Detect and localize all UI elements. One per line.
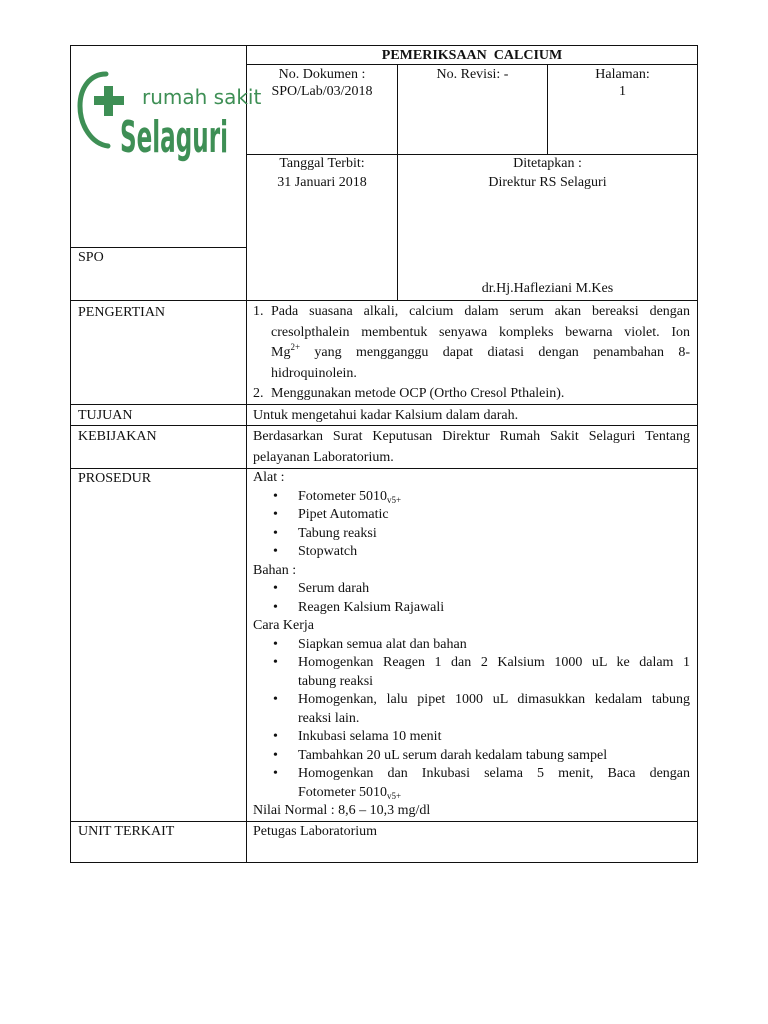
pengertian-line bbox=[271, 343, 690, 364]
item-line: reaksi lain. bbox=[298, 710, 360, 726]
list-number: 2. bbox=[253, 386, 264, 401]
nilai-normal: Nilai Normal : 8,6 – 10,3 mg/dl bbox=[253, 803, 431, 818]
ditetapkan-value: Direktur RS Selaguri bbox=[488, 175, 607, 190]
item-line: tabung reaksi bbox=[298, 673, 374, 689]
border-left bbox=[70, 45, 71, 863]
cara-kerja-heading: Cara Kerja bbox=[253, 618, 315, 633]
halaman-value: 1 bbox=[619, 84, 626, 99]
rule-under-tujuan bbox=[70, 425, 698, 426]
prosedur-content bbox=[253, 469, 690, 821]
text-rest: yang mengganggu dapat diatasi dengan penambahan 8- bbox=[300, 345, 690, 360]
signatory-name: dr.Hj.Hafleziani M.Kes bbox=[481, 281, 614, 296]
pengertian-line: Pada suasana alkali, calcium dalam serum akan bereaksi dengan bbox=[271, 304, 690, 319]
pengertian-line: cresolpthalein membentuk senyawa kompleks bewarna violet. Ion bbox=[271, 324, 690, 340]
list-item: • Stopwatch bbox=[253, 543, 690, 562]
pengertian-label: PENGERTIAN bbox=[78, 305, 166, 320]
item-line bbox=[298, 784, 690, 803]
cara-kerja-list bbox=[253, 636, 690, 803]
list-item: • Serum darah bbox=[253, 580, 690, 599]
hospital-logo bbox=[76, 66, 262, 163]
superscript: 2+ bbox=[290, 342, 301, 352]
alat-heading: Alat : bbox=[253, 470, 285, 485]
rule-under-title bbox=[246, 64, 698, 65]
pengertian-item-2 bbox=[253, 384, 690, 405]
bahan-heading: Bahan : bbox=[253, 562, 297, 578]
no-dokumen-label: No. Dokumen : bbox=[278, 67, 366, 82]
kebijakan-line: pelayanan Laboratorium. bbox=[253, 449, 394, 465]
list-item: • Pipet Automatic bbox=[253, 506, 690, 525]
border-right bbox=[697, 45, 698, 863]
list-item: • Reagen Kalsium Rajawali bbox=[253, 599, 690, 618]
border-top bbox=[70, 45, 698, 46]
logo-text-big: Selaguri bbox=[120, 112, 228, 163]
pengertian-line: Menggunakan metode OCP (Ortho Cresol Pthalein). bbox=[271, 386, 565, 401]
spo-label: SPO bbox=[78, 250, 104, 265]
list-item bbox=[253, 488, 690, 507]
pengertian-content bbox=[253, 302, 690, 405]
rule-under-prosedur bbox=[70, 821, 698, 822]
bahan-list bbox=[253, 580, 690, 617]
list-item bbox=[253, 654, 690, 691]
list-item: • Siapkan semua alat dan bahan bbox=[253, 636, 690, 655]
prosedur-label: PROSEDUR bbox=[78, 471, 152, 486]
item-line: • Homogenkan dan Inkubasi selama 5 menit, Baca dengan bbox=[298, 766, 690, 781]
alat-list bbox=[253, 488, 690, 562]
text-mg: Mg bbox=[271, 345, 291, 360]
unit-terkait-text: Petugas Laboratorium bbox=[253, 824, 378, 839]
rule-under-header bbox=[70, 300, 698, 301]
ditetapkan-label: Ditetapkan : bbox=[513, 156, 582, 171]
tujuan-text: Untuk mengetahui kadar Kalsium dalam darah. bbox=[253, 408, 519, 423]
item-text: Fotometer 5010 bbox=[298, 488, 388, 504]
tanggal-terbit-value: 31 Januari 2018 bbox=[277, 175, 367, 190]
tujuan-label: TUJUAN bbox=[78, 408, 133, 423]
document-title: PEMERIKSAAN CALCIUM bbox=[381, 48, 563, 63]
item-text: Fotometer 5010 bbox=[298, 784, 388, 800]
subscript: v5+ bbox=[387, 790, 402, 801]
item-line: • Homogenkan, lalu pipet 1000 uL dimasukkan kedalam tabung bbox=[298, 692, 690, 707]
list-item: • Inkubasi selama 10 menit bbox=[253, 728, 690, 747]
rule-above-spo bbox=[70, 247, 247, 248]
list-item: • Tambahkan 20 uL serum darah kedalam tabung sampel bbox=[253, 747, 690, 766]
halaman-label: Halaman: bbox=[595, 67, 650, 82]
list-item bbox=[253, 691, 690, 728]
kebijakan-content bbox=[253, 427, 690, 468]
no-dokumen-value: SPO/Lab/03/2018 bbox=[271, 84, 373, 99]
logo-text-small: rumah sakit bbox=[142, 85, 262, 109]
border-bottom bbox=[70, 862, 698, 863]
kebijakan-line: Berdasarkan Surat Keputusan Direktur Rumah Sakit Selaguri Tentang bbox=[253, 429, 690, 444]
tanggal-terbit-label: Tanggal Terbit: bbox=[279, 156, 365, 171]
kebijakan-label: KEBIJAKAN bbox=[78, 429, 157, 444]
no-revisi: No. Revisi: - bbox=[436, 67, 509, 82]
list-item: • Tabung reaksi bbox=[253, 525, 690, 544]
subscript: v5+ bbox=[387, 494, 402, 505]
logo-cross-icon bbox=[76, 66, 262, 163]
unit-terkait-label: UNIT TERKAIT bbox=[78, 824, 175, 839]
item-line: • Homogenkan Reagen 1 dan 2 Kalsium 1000 uL ke dalam 1 bbox=[298, 655, 690, 670]
list-number: 1. bbox=[253, 304, 264, 319]
pengertian-item-1 bbox=[253, 302, 690, 384]
pengertian-line: hidroquinolein. bbox=[271, 365, 357, 381]
list-item bbox=[253, 765, 690, 802]
